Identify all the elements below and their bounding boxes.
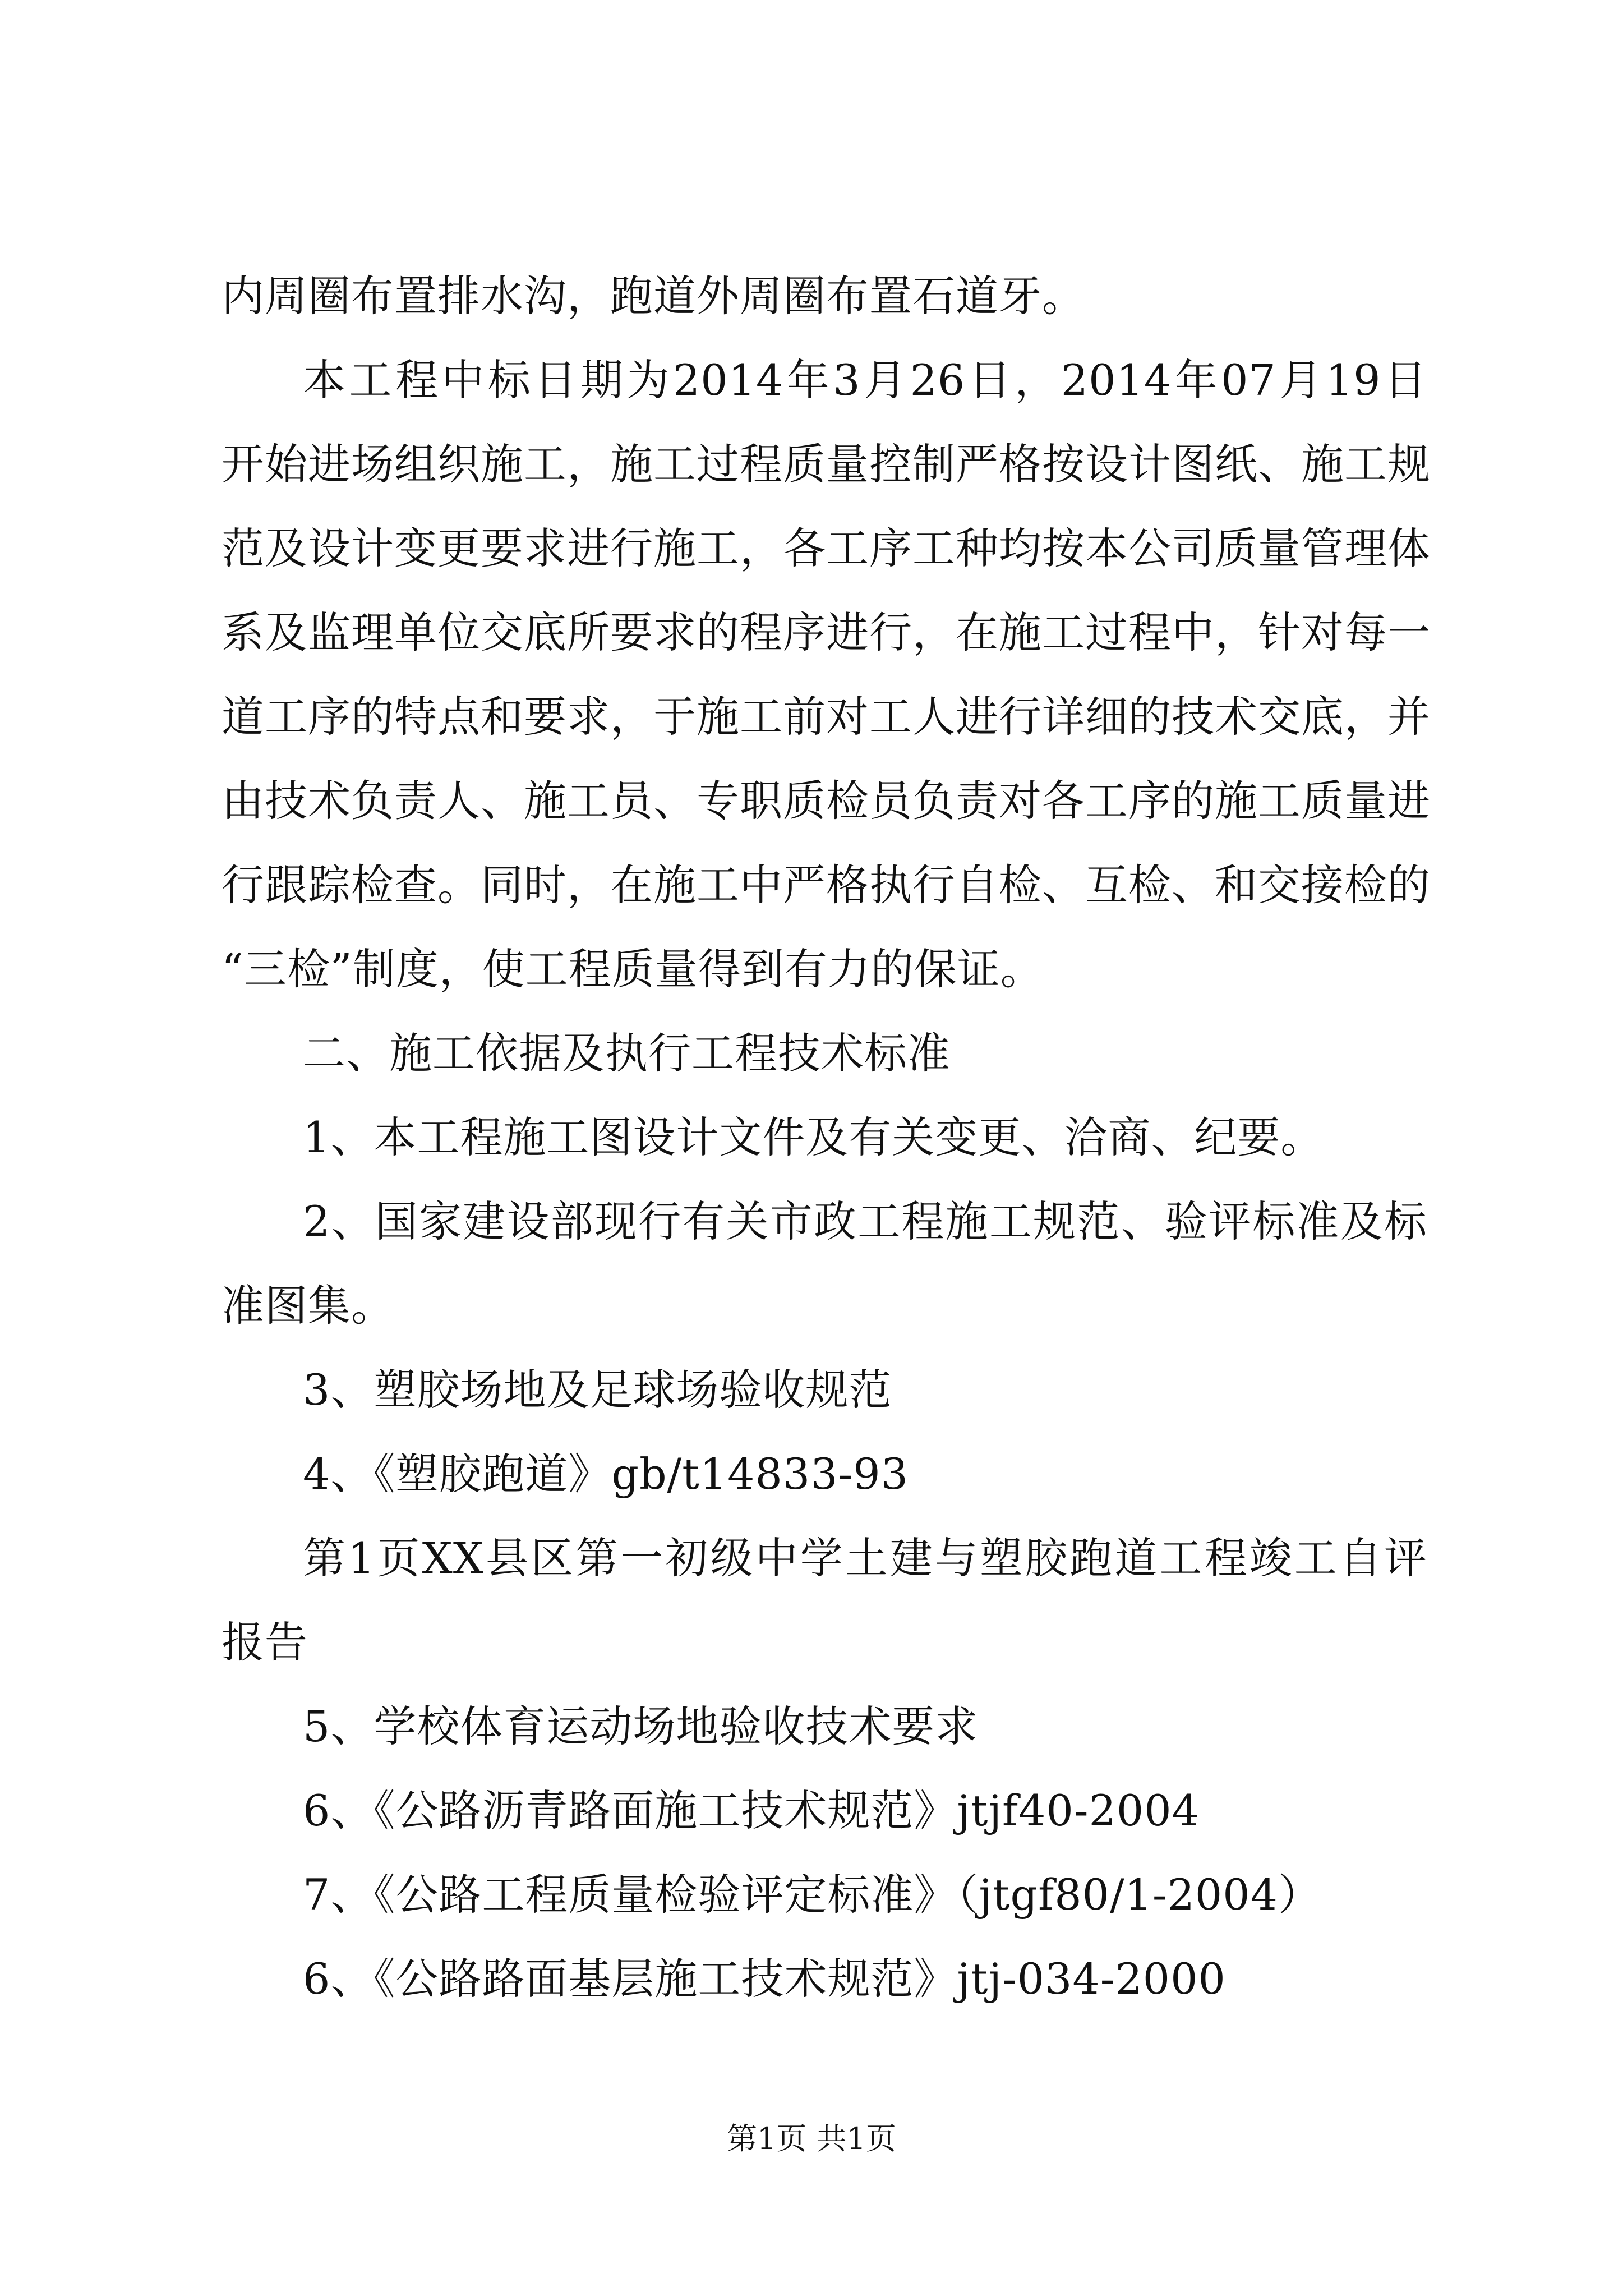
text-line: 由技术负责人、施工员、专职质检员负责对各工序的施工质量进 xyxy=(222,776,1431,826)
text-line: 道工序的特点和要求，于施工前对工人进行详细的技术交底，并 xyxy=(222,692,1431,742)
list-item: 6、《公路路面基层施工技术规范》jtj-034-2000 xyxy=(303,1954,1226,2004)
list-item: 5、学校体育运动场地验收技术要求 xyxy=(303,1701,979,1751)
list-item: 6、《公路沥青路面施工技术规范》jtjf40-2004 xyxy=(303,1786,1200,1835)
text-line: 行跟踪检查。同时，在施工中严格执行自检、互检、和交接检的 xyxy=(222,860,1431,910)
list-item: 3、塑胶场地及足球场验收规范 xyxy=(303,1365,892,1415)
text-line: “三检”制度，使工程质量得到有力的保证。 xyxy=(222,944,1044,994)
list-item-continuation: 准图集。 xyxy=(222,1281,394,1331)
text-line: 本工程中标日期为2014年3月26日，2014年07月19日 xyxy=(303,355,1427,405)
text-line: 报告 xyxy=(222,1617,308,1667)
list-item: 7、《公路工程质量检验评定标准》（jtgf80/1-2004） xyxy=(303,1870,1321,1920)
text-line: 范及设计变更要求进行施工，各工序工种均按本公司质量管理体 xyxy=(222,523,1431,573)
list-item: 2、国家建设部现行有关市政工程施工规范、验评标准及标 xyxy=(303,1197,1427,1246)
text-line: 开始进场组织施工，施工过程质量控制严格按设计图纸、施工规 xyxy=(222,439,1431,489)
list-item: 4、《塑胶跑道》gb/t14833-93 xyxy=(303,1449,909,1499)
text-line: 内周圈布置排水沟，跑道外周圈布置石道牙。 xyxy=(222,271,1085,321)
section-heading: 二、施工依据及执行工程技术标准 xyxy=(303,1028,951,1078)
list-item: 1、本工程施工图设计文件及有关变更、洽商、纪要。 xyxy=(303,1112,1324,1162)
page-footer: 第1页 共1页 xyxy=(727,2121,896,2156)
text-line: 系及监理单位交底所要求的程序进行，在施工过程中，针对每一 xyxy=(222,608,1431,657)
text-line: 第1页XX县区第一初级中学土建与塑胶跑道工程竣工自评 xyxy=(303,1533,1427,1583)
